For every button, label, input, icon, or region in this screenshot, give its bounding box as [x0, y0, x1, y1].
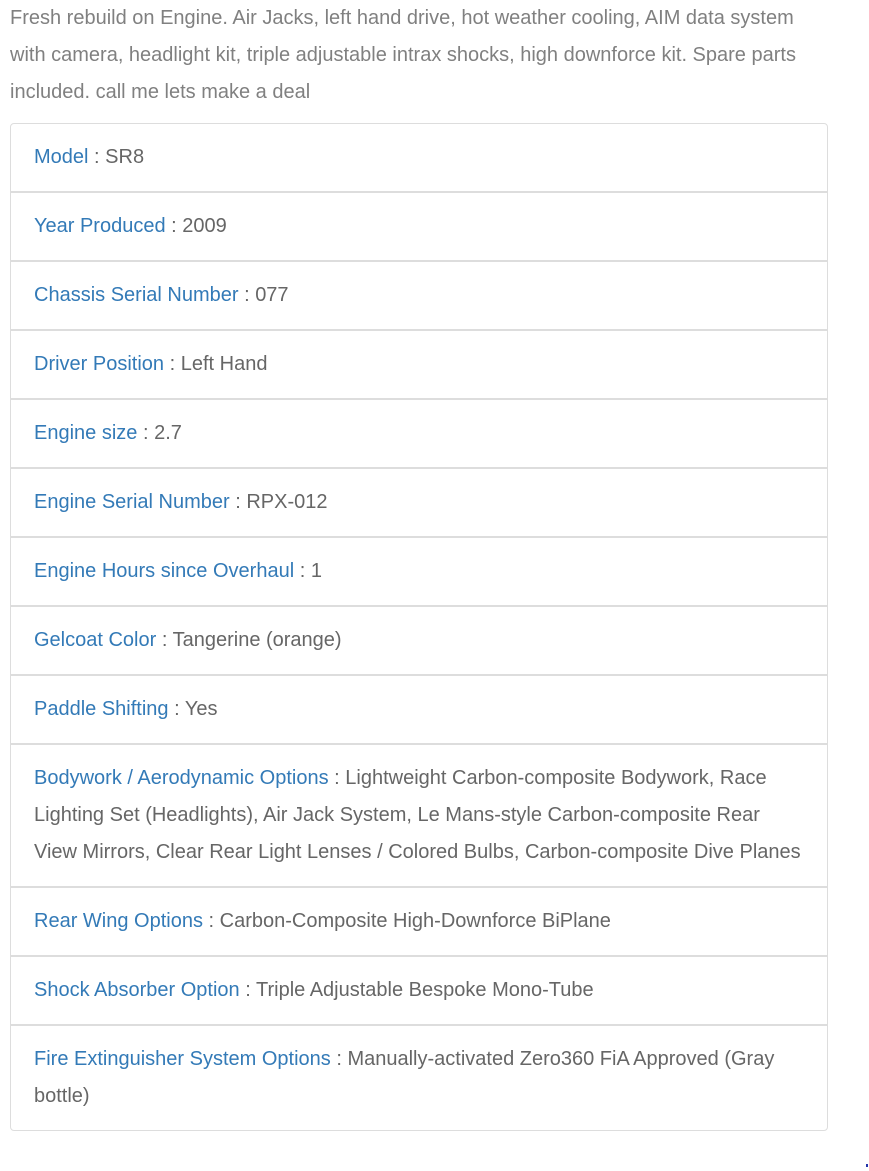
spec-label: Paddle Shifting — [34, 698, 169, 720]
spec-separator: : — [88, 146, 106, 168]
spec-value: 1 — [310, 560, 322, 582]
spec-row-paddle-shifting — [11, 674, 827, 743]
spec-label: Year Produced — [34, 215, 166, 237]
spec-row-chassis-serial-number — [11, 260, 827, 329]
spec-row-engine-serial-number — [11, 467, 827, 536]
spec-label: Chassis Serial Number — [34, 284, 239, 306]
spec-value: Tangerine (orange) — [172, 629, 342, 651]
spec-label: Model — [34, 146, 89, 168]
spec-value: Carbon-Composite High-Downforce BiPlane — [219, 910, 611, 932]
spec-label: Shock Absorber Option — [34, 979, 240, 1001]
spec-label: Engine size — [34, 422, 138, 444]
spec-separator: : — [238, 284, 256, 306]
spec-value: 077 — [255, 284, 289, 306]
spec-value: Triple Adjustable Bespoke Mono-Tube — [256, 979, 594, 1001]
spec-label: Engine Hours since Overhaul — [34, 560, 295, 582]
spec-value: Manually-activated Zero360 FiA Approved (Gray bottle) — [34, 1048, 775, 1107]
spec-separator: : — [168, 698, 185, 720]
spec-value: RPX-012 — [246, 491, 328, 513]
spec-row-engine-hours — [11, 536, 827, 605]
spec-separator: : — [202, 910, 220, 932]
spec-separator: : — [156, 629, 173, 651]
spec-row-shock-absorber-option — [11, 955, 827, 1024]
spec-separator: : — [137, 422, 155, 444]
edge-dot — [866, 1164, 868, 1167]
spec-value: 2009 — [182, 215, 227, 237]
spec-separator: : — [165, 215, 183, 237]
spec-separator: : — [164, 353, 181, 375]
spec-label: Driver Position — [34, 353, 165, 375]
spec-value: 2.7 — [154, 422, 182, 444]
spec-label: Rear Wing Options — [34, 910, 203, 932]
spec-row-driver-position — [11, 329, 827, 398]
listing-description: Fresh rebuild on Engine. Air Jacks, left hand drive, hot weather cooling, AIM data system with camera, headlight kit, triple adjustable intrax shocks, high downforce kit. Spare parts included. call me lets make a deal — [10, 7, 796, 103]
spec-row-model — [11, 124, 827, 191]
spec-value: SR8 — [105, 146, 145, 168]
spec-label: Bodywork / Aerodynamic Options — [34, 767, 329, 789]
spec-value: Left Hand — [180, 353, 268, 375]
spec-row-bodywork-options — [11, 743, 827, 886]
spec-value: Lightweight Carbon-composite Bodywork, Race Lighting Set (Headlights), Air Jack System, Le Mans-style Carbon-composite Rear View Mirrors, Clear Rear Light Lenses / Colored Bulbs, Carbon-composite Dive Planes — [34, 767, 801, 863]
spec-row-rear-wing-options — [11, 886, 827, 955]
spec-label: Fire Extinguisher System Options — [34, 1048, 331, 1070]
spec-separator: : — [294, 560, 311, 582]
spec-row-year-produced — [11, 191, 827, 260]
spec-separator: : — [239, 979, 256, 1001]
spec-label: Engine Serial Number — [34, 491, 230, 513]
spec-separator: : — [229, 491, 247, 513]
spec-separator: : — [328, 767, 346, 789]
spec-row-engine-size — [11, 398, 827, 467]
spec-value: Yes — [184, 698, 218, 720]
spec-row-gelcoat-color — [11, 605, 827, 674]
spec-separator: : — [330, 1048, 348, 1070]
spec-label: Gelcoat Color — [34, 629, 157, 651]
spec-row-fire-extinguisher-options — [11, 1024, 827, 1130]
spec-list — [10, 123, 828, 1131]
